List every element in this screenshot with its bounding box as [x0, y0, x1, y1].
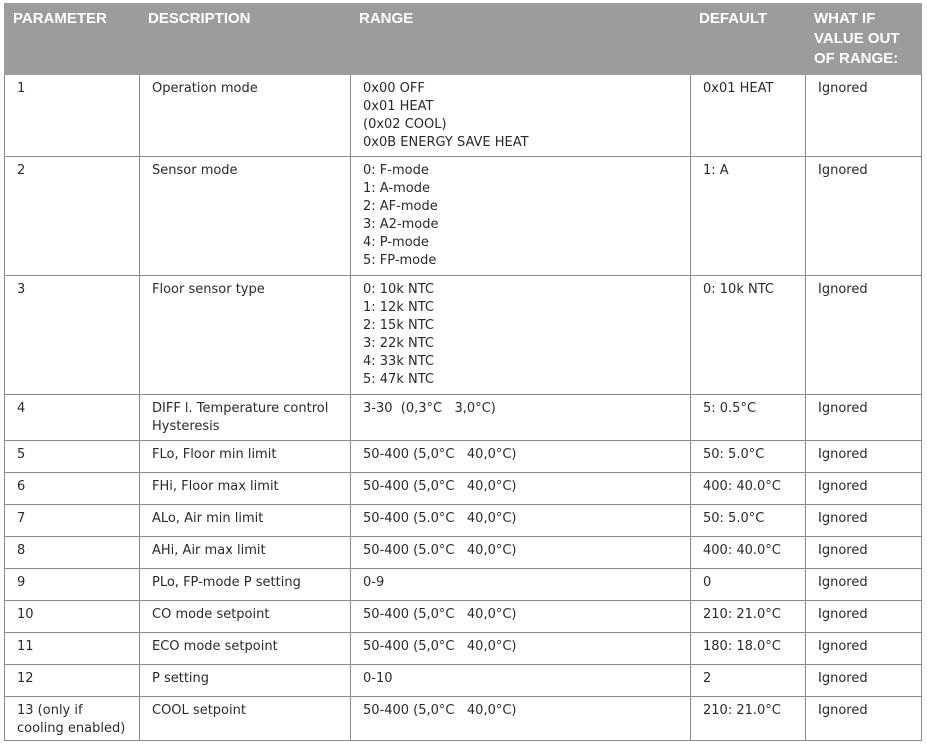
cell-out-of-range: Ignored [806, 75, 922, 157]
cell-default: 0x01 HEAT [691, 75, 806, 157]
parameter-table [4, 3, 922, 741]
cell-range-line: 0x01 HEAT [363, 99, 434, 114]
table-row [5, 157, 922, 276]
cell-description-line: ECO mode setpoint [152, 639, 278, 654]
cell-range-line: 50-400 (5,0°C 40,0°C) [363, 639, 517, 654]
cell-description-line: Operation mode [152, 81, 258, 96]
cell-description-line: Floor sensor type [152, 282, 265, 297]
table-header-row [5, 4, 922, 75]
cell-parameter-line: 11 [17, 639, 34, 654]
cell-parameter [5, 633, 140, 665]
table-row [5, 633, 922, 665]
cell-description [140, 505, 351, 537]
cell-parameter-line: 1 [17, 81, 26, 96]
cell-range [351, 569, 691, 601]
cell-parameter-line: 4 [17, 401, 26, 416]
cell-range-line: 50-400 (5,0°C 40,0°C) [363, 607, 517, 622]
cell-range-line: 2: AF-mode [363, 199, 438, 214]
cell-parameter [5, 697, 140, 741]
table-row [5, 697, 922, 741]
cell-default: 50: 5.0°C [691, 441, 806, 473]
cell-range-line: 50-400 (5.0°C 40,0°C) [363, 511, 517, 526]
cell-parameter-line: 2 [17, 163, 26, 178]
cell-range [351, 441, 691, 473]
cell-out-of-range: Ignored [806, 157, 922, 276]
cell-range [351, 505, 691, 537]
cell-range [351, 633, 691, 665]
cell-default: 1: A [691, 157, 806, 276]
cell-range-line: 50-400 (5,0°C 40,0°C) [363, 703, 517, 718]
cell-range-line: 50-400 (5.0°C 40,0°C) [363, 543, 517, 558]
cell-range [351, 601, 691, 633]
cell-default: 180: 18.0°C [691, 633, 806, 665]
cell-description-line: P setting [152, 671, 210, 686]
cell-description [140, 473, 351, 505]
cell-description-line: COOL setpoint [152, 703, 246, 718]
cell-range [351, 395, 691, 441]
table-row [5, 505, 922, 537]
cell-out-of-range: Ignored [806, 537, 922, 569]
cell-range-line: 1: 12k NTC [363, 300, 434, 315]
cell-parameter [5, 395, 140, 441]
cell-parameter-line: cooling enabled) [17, 721, 126, 736]
cell-description-line: FLo, Floor min limit [152, 447, 277, 462]
cell-parameter [5, 505, 140, 537]
cell-default: 210: 21.0°C [691, 601, 806, 633]
cell-parameter [5, 441, 140, 473]
cell-description [140, 569, 351, 601]
header-out-of-range: WHAT IF VALUE OUT OF RANGE: [806, 4, 922, 75]
cell-description-line: FHi, Floor max limit [152, 479, 279, 494]
cell-range-line: 3-30 (0,3°C 3,0°C) [363, 401, 496, 416]
cell-range-line: 0-10 [363, 671, 393, 686]
cell-range-line: 1: A-mode [363, 181, 430, 196]
cell-out-of-range: Ignored [806, 601, 922, 633]
cell-description-line: ALo, Air min limit [152, 511, 264, 526]
cell-range-line: 4: 33k NTC [363, 354, 434, 369]
cell-description [140, 697, 351, 741]
cell-range-line: 5: FP-mode [363, 253, 437, 268]
cell-description-line: Sensor mode [152, 163, 238, 178]
cell-range [351, 75, 691, 157]
cell-parameter-line: 7 [17, 511, 26, 526]
cell-range-line: 5: 47k NTC [363, 372, 434, 387]
cell-default: 50: 5.0°C [691, 505, 806, 537]
cell-range-line: 0x0B ENERGY SAVE HEAT [363, 135, 529, 150]
cell-default: 400: 40.0°C [691, 473, 806, 505]
cell-description [140, 441, 351, 473]
cell-range-line: 0: 10k NTC [363, 282, 434, 297]
table-row [5, 537, 922, 569]
cell-parameter-line: 3 [17, 282, 26, 297]
cell-default: 5: 0.5°C [691, 395, 806, 441]
cell-description-line: AHi, Air max limit [152, 543, 266, 558]
cell-parameter [5, 473, 140, 505]
cell-range-line: 50-400 (5,0°C 40,0°C) [363, 479, 517, 494]
cell-out-of-range: Ignored [806, 473, 922, 505]
cell-description [140, 157, 351, 276]
cell-out-of-range: Ignored [806, 505, 922, 537]
cell-out-of-range: Ignored [806, 697, 922, 741]
cell-range-line: 0: F-mode [363, 163, 429, 178]
table-row [5, 276, 922, 395]
cell-default: 400: 40.0°C [691, 537, 806, 569]
cell-default: 0 [691, 569, 806, 601]
cell-description [140, 276, 351, 395]
table-row [5, 601, 922, 633]
cell-out-of-range: Ignored [806, 569, 922, 601]
header-description: DESCRIPTION [140, 4, 351, 75]
header-parameter: PARAMETER [5, 4, 140, 75]
cell-description [140, 601, 351, 633]
cell-description [140, 633, 351, 665]
cell-description-line: PLo, FP-mode P setting [152, 575, 301, 590]
table-row [5, 75, 922, 157]
cell-description-line: Hysteresis [152, 419, 220, 434]
cell-parameter [5, 276, 140, 395]
cell-description-line: CO mode setpoint [152, 607, 270, 622]
cell-parameter-line: 9 [17, 575, 26, 590]
cell-out-of-range: Ignored [806, 276, 922, 395]
cell-description [140, 537, 351, 569]
cell-parameter [5, 665, 140, 697]
cell-range-line: 0-9 [363, 575, 385, 590]
cell-default: 210: 21.0°C [691, 697, 806, 741]
cell-range [351, 157, 691, 276]
cell-range-line: 0x00 OFF [363, 81, 425, 96]
cell-parameter-line: 12 [17, 671, 34, 686]
header-default: DEFAULT [691, 4, 806, 75]
cell-range-line: 4: P-mode [363, 235, 429, 250]
cell-default: 2 [691, 665, 806, 697]
cell-out-of-range: Ignored [806, 395, 922, 441]
cell-parameter-line: 5 [17, 447, 26, 462]
cell-range-line: 3: 22k NTC [363, 336, 434, 351]
cell-description [140, 395, 351, 441]
cell-description [140, 75, 351, 157]
cell-out-of-range: Ignored [806, 665, 922, 697]
cell-range-line: 50-400 (5,0°C 40,0°C) [363, 447, 517, 462]
cell-range [351, 697, 691, 741]
cell-range [351, 665, 691, 697]
cell-parameter [5, 601, 140, 633]
cell-range [351, 537, 691, 569]
cell-description-line: DIFF l. Temperature control [152, 401, 329, 416]
cell-parameter [5, 157, 140, 276]
cell-parameter [5, 569, 140, 601]
cell-parameter-line: 6 [17, 479, 26, 494]
table-row [5, 665, 922, 697]
table-row [5, 473, 922, 505]
cell-range-line: (0x02 COOL) [363, 117, 447, 132]
cell-range [351, 276, 691, 395]
cell-range-line: 3: A2-mode [363, 217, 439, 232]
cell-out-of-range: Ignored [806, 441, 922, 473]
cell-parameter [5, 75, 140, 157]
cell-parameter-line: 8 [17, 543, 26, 558]
header-range: RANGE [351, 4, 691, 75]
table-row [5, 395, 922, 441]
cell-out-of-range: Ignored [806, 633, 922, 665]
table-row [5, 569, 922, 601]
cell-description [140, 665, 351, 697]
cell-parameter-line: 10 [17, 607, 34, 622]
cell-range-line: 2: 15k NTC [363, 318, 434, 333]
cell-range [351, 473, 691, 505]
table-row [5, 441, 922, 473]
cell-parameter-line: 13 (only if [17, 703, 83, 718]
cell-default: 0: 10k NTC [691, 276, 806, 395]
cell-parameter [5, 537, 140, 569]
